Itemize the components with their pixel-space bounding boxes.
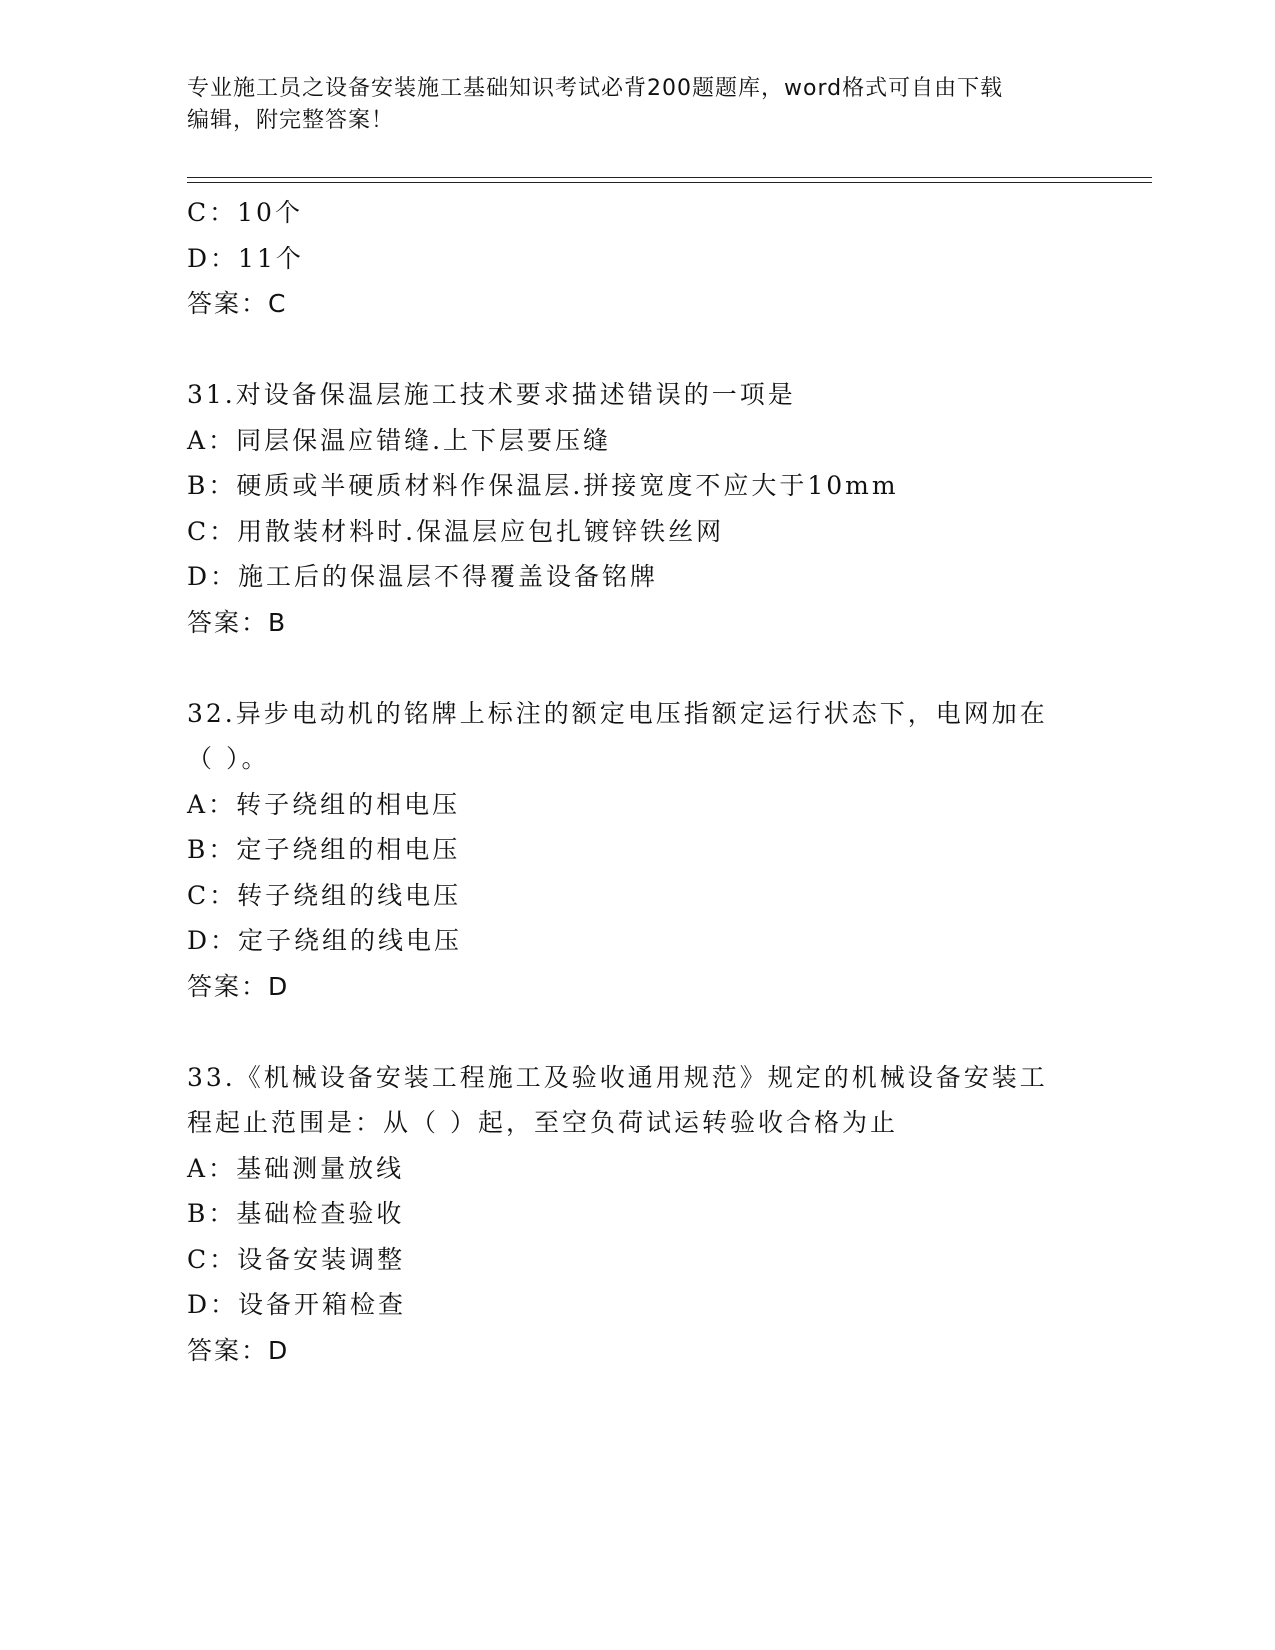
option-text: 用散装材料时.保温层应包扎镀锌铁丝网 xyxy=(237,516,725,546)
option-b xyxy=(187,463,1087,509)
option-text: 设备开箱检查 xyxy=(238,1290,407,1319)
option-text: 转子绕组的相电压 xyxy=(236,789,461,819)
question-stem-line-1: 异步电动机的铭牌上标注的额定电压指额定运行状态下，电网加在 xyxy=(235,698,1048,728)
question-stem: 对设备保温层施工技术要求描述错误的一项是 xyxy=(235,380,796,409)
option-label: D： xyxy=(187,926,239,955)
option-text: 10个 xyxy=(237,198,303,227)
question-stem-line-2: 程起止范围是：从（ ）起，至空负荷试运转验收合格为止 xyxy=(187,1108,898,1137)
option-b xyxy=(187,1191,1087,1237)
question-text xyxy=(187,691,1087,782)
option-label: C： xyxy=(187,198,238,227)
spacer xyxy=(187,327,1087,373)
option-c xyxy=(187,1237,1087,1283)
option-text: 同层保温应错缝.上下层要压缝 xyxy=(236,425,612,455)
question-stem-line-2: （ ）。 xyxy=(187,744,270,773)
option-label: A： xyxy=(187,789,237,819)
header-title-line-2: 编辑，附完整答案！ xyxy=(187,108,395,133)
option-b xyxy=(187,827,1087,873)
header-divider-top xyxy=(187,177,1152,178)
document-body xyxy=(187,190,1087,1373)
option-label: A： xyxy=(187,425,237,455)
question-text xyxy=(187,1055,1087,1146)
option-a xyxy=(187,1146,1087,1192)
option-c xyxy=(187,190,1087,236)
option-c xyxy=(187,873,1087,919)
answer-line: 答案：C xyxy=(187,289,288,318)
option-label: B： xyxy=(187,471,237,500)
header-divider-bottom xyxy=(187,182,1152,183)
document-header xyxy=(187,73,1087,137)
option-text: 转子绕组的线电压 xyxy=(237,880,462,910)
question-32 xyxy=(187,691,1087,1010)
option-label: C： xyxy=(187,516,238,546)
option-d xyxy=(187,1282,1087,1328)
question-stem-line-1: 《机械设备安装工程施工及验收通用规范》规定的机械设备安装工 xyxy=(235,1062,1048,1092)
question-number: 32. xyxy=(187,698,236,728)
option-text: 基础检查验收 xyxy=(236,1199,405,1228)
option-label: C： xyxy=(187,1244,238,1274)
option-text: 设备安装调整 xyxy=(237,1244,406,1274)
spacer xyxy=(187,1009,1087,1055)
question-33 xyxy=(187,1055,1087,1374)
option-a xyxy=(187,782,1087,828)
question-number: 31. xyxy=(187,380,236,409)
question-number: 33. xyxy=(187,1062,236,1092)
option-label: C： xyxy=(187,880,238,910)
option-text: 11个 xyxy=(238,243,304,273)
option-d xyxy=(187,236,1087,282)
option-text: 硬质或半硬质材料作保温层.拼接宽度不应大于10mm xyxy=(236,471,899,500)
question-31 xyxy=(187,372,1087,645)
option-label: B： xyxy=(187,835,237,864)
spacer xyxy=(187,645,1087,691)
option-text: 定子绕组的相电压 xyxy=(236,835,461,864)
option-label: A： xyxy=(187,1153,237,1183)
option-c xyxy=(187,509,1087,555)
answer-line: 答案：B xyxy=(187,607,288,637)
prev-question-block xyxy=(187,190,1087,327)
option-label: D： xyxy=(187,1290,239,1319)
option-a xyxy=(187,418,1087,464)
header-title-line-1: 专业施工员之设备安装施工基础知识考试必背200题题库，word格式可自由下载 xyxy=(187,76,1004,101)
option-label: D： xyxy=(187,243,239,273)
option-d xyxy=(187,918,1087,964)
option-text: 基础测量放线 xyxy=(236,1153,405,1183)
option-d xyxy=(187,554,1087,600)
answer-line: 答案：D xyxy=(187,1335,290,1365)
option-text: 定子绕组的线电压 xyxy=(238,926,463,955)
option-label: D： xyxy=(187,562,239,591)
option-label: B： xyxy=(187,1199,237,1228)
answer-line: 答案：D xyxy=(187,971,290,1001)
option-text: 施工后的保温层不得覆盖设备铭牌 xyxy=(238,562,659,591)
question-text xyxy=(187,372,1087,418)
